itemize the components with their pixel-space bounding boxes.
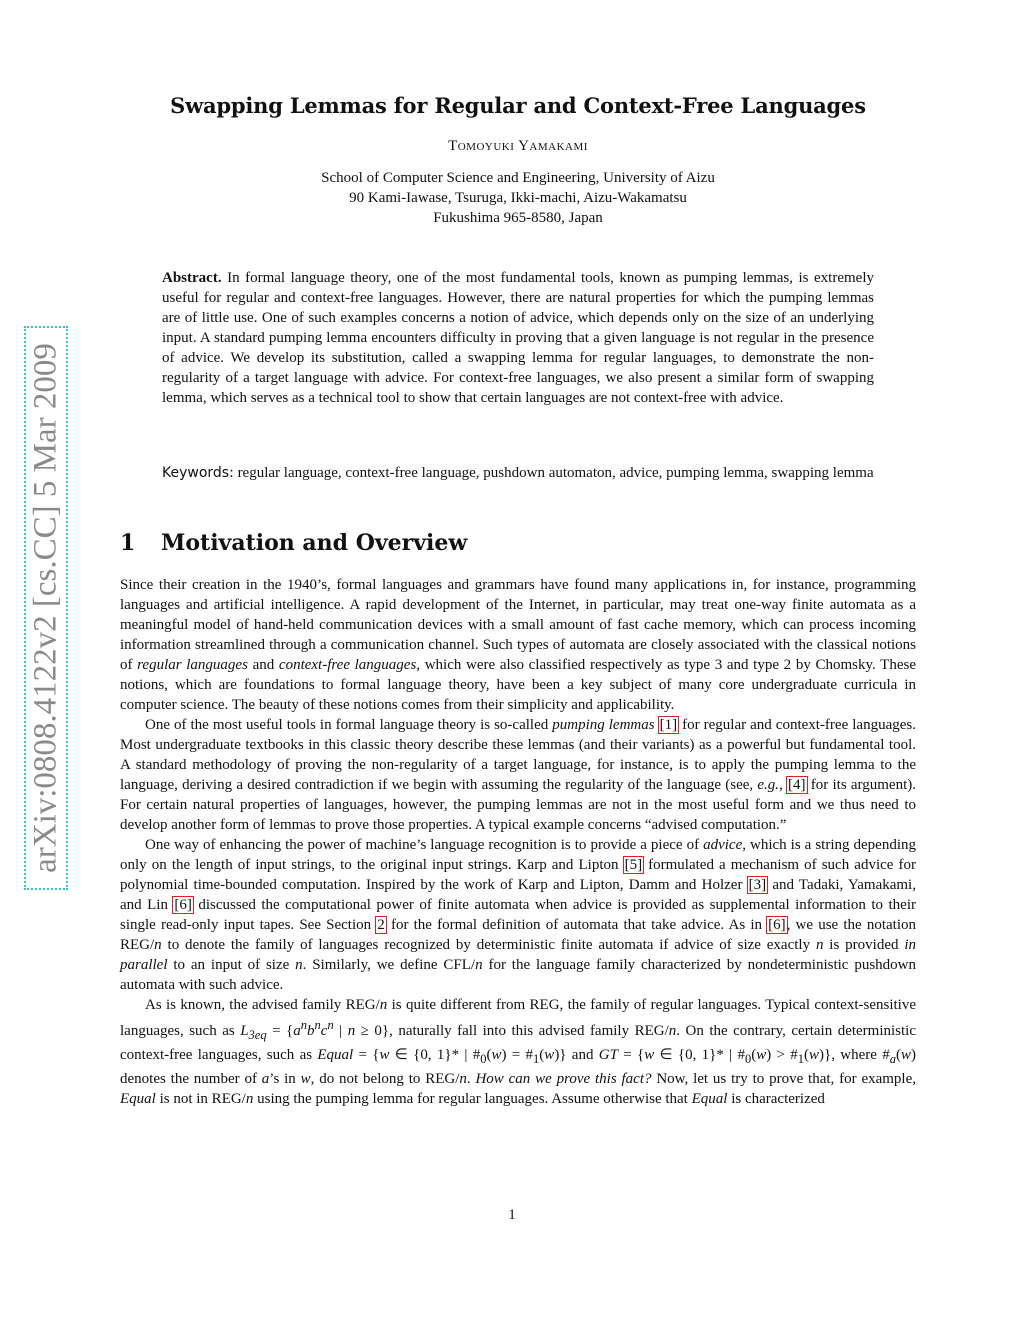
affiliation-line: School of Computer Science and Engineering, University of Aizu [321,170,715,186]
paragraph-4: As is known, the advised family REG/n is quite different from REG, the family of regular languages. Typical context-sensitive languages, such as $L_{3eq} = \{a^nb^nc^n$ | n ≥ 0}, naturally fall into this advised family REG/n. On the contrary, certain deterministic context-free languages, such as Equal = {w ∈ {0, 1}* | $\#_0(w)$ = $\#_1(w)$} and GT = {w ∈ {0, 1}* | $\#_0(w)$ > $\#_1(w)$}, where $\#_a(w)$ denotes the number of a’s in w, do not belong to REG/n. How can we prove this fact? Now, let us try to prove that, for example, Equal is not in REG/n using the pumping lemma for regular languages. Assume otherwise that Equal is characterized [120,997,916,1107]
citation-link[interactable]: [6] [174,897,192,913]
page-number: 1 [508,1207,516,1223]
citation-link[interactable]: [5] [624,857,643,873]
section-number: 1 [120,530,136,556]
paragraph-3: One way of enhancing the power of machine’s language recognition is to provide a piece of advice, which is a string depending only on the length of input strings, to the original input strings. Karp and Lipton [5] formulated a mechanism of such advice for polynomial time-bounded computation. Inspired by the work of Karp and Lipton, Damm and Holzer [3] and Tadaki, Yamakami, and Lin [6] discussed the computational power of finite automata when advice is provided as supplemental information to their single read-only input tapes. See Section 2 for the formal definition of automata that take advice. As in [6], we use the notation REG/n to denote the family of languages recognized by deterministic finite automata if advice of size exactly n is provided in parallel to an input of size n. Similarly, we define CFL/n for the language family characterized by nondeterministic pushdown automata with such advice. [120,837,917,993]
citation-link[interactable]: [1] [659,717,678,733]
section-heading [120,530,467,556]
affiliation-line: Fukushima 965-8580, Japan [433,210,603,226]
abstract [162,268,874,408]
citation-link[interactable]: [3] [748,877,767,893]
keywords-label: Keywords: [162,465,234,481]
paper-title: Swapping Lemmas for Regular and Context-Free Languages [170,93,866,118]
paragraph-2: One of the most useful tools in formal language theory is so-called pumping lemmas [1] for regular and context-free languages. Most undergraduate textbooks in this classic theory describe these lemmas (and their variants) as a powerful but fundamental tool. A standard methodology of proving the non-regularity of a target language, for instance, is to apply the pumping lemma to the language, deriving a desired contradiction if we begin with assuming the regularity of the language (see, e.g., [4] for its argument). For certain natural properties of languages, however, the pumping lemmas are not in the most useful form and we thus need to develop another form of lemmas to prove those properties. A typical example concerns “advised computation.” [120,717,917,833]
section-body [120,575,916,1109]
arxiv-stamp-box [24,326,68,890]
abstract-label: Abstract. [162,270,222,286]
paragraph-1: Since their creation in the 1940’s, formal languages and grammars have found many applications in, for instance, programming languages and artificial intelligence. A rapid development of the Internet, in particular, may treat one-way finite automata as a meaningful model of hand-held communication devices with a small amount of fast cache memory, which can process incoming information streamlined through a communication channel. Such types of automata are closely associated with the classical notions of regular languages and context-free languages, which were also classified respectively as type 3 and type 2 by Chomsky. These notions, which are foundations to formal language theory, have been a key subject of many core undergraduate curricula in computer science. The beauty of these notions comes from their simplicity and applicability. [120,577,916,713]
keywords [162,463,874,483]
section-link[interactable]: 2 [377,917,385,933]
affiliation-line: 90 Kami-Iawase, Tsuruga, Ikki-machi, Aizu-Wakamatsu [349,190,687,206]
citation-link[interactable]: [4] [788,777,806,793]
keywords-text: regular language, context-free language, pushdown automaton, advice, pumping lemma, swapping lemma [237,465,874,481]
section-title: Motivation and Overview [161,530,468,556]
affiliation [120,168,916,228]
abstract-text: In formal language theory, one of the most fundamental tools, known as pumping lemmas, is extremely useful for regular and context-free languages. However, there are natural properties for which the pumping lemmas are of little use. One of such examples concerns a notion of advice, which depends only on the size of an underlying input. A standard pumping lemma encounters difficulty in proving that a given language is not regular in the presence of advice. We develop its substitution, called a swapping lemma for regular languages, to demonstrate the non-regularity of a target language with advice. For context-free languages, we also present a similar form of swapping lemma, which serves as a technical tool to show that certain languages are not context-free with advice. [162,270,874,406]
arxiv-stamp: arXiv:0808.4122v2 [cs.CC] 5 Mar 2009 [27,343,64,873]
citation-link[interactable]: [6] [768,917,786,933]
author-name: Tomoyuki Yamakami [448,138,588,154]
